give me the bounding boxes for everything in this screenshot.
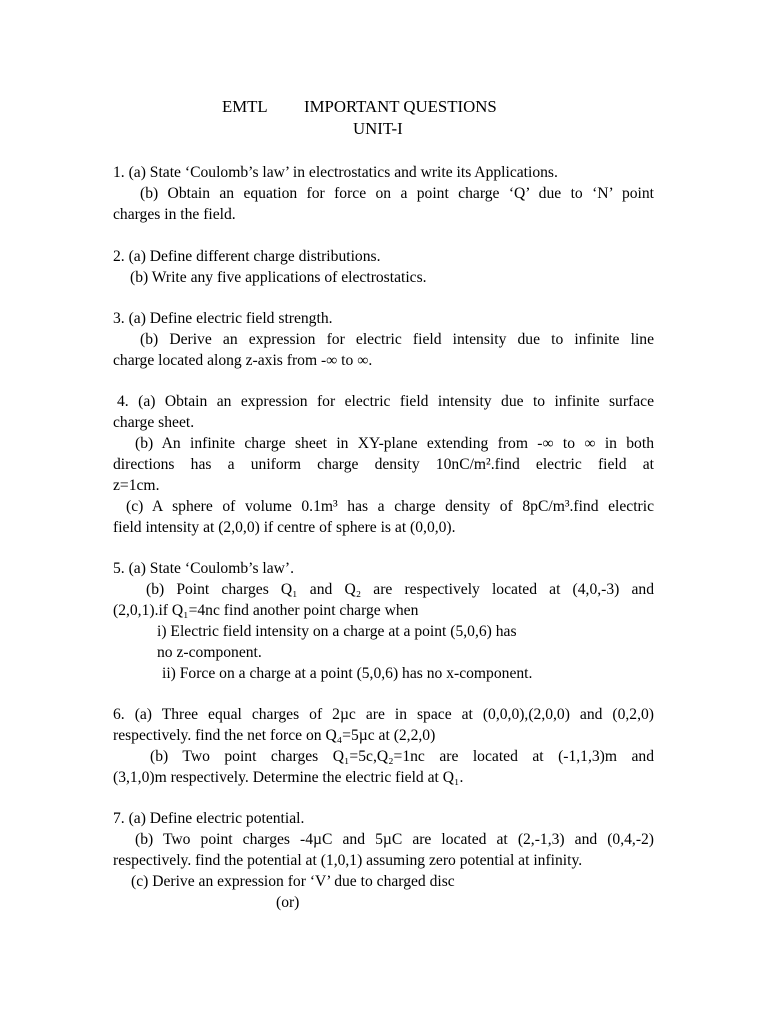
text-line: (b) Two point charges Q₁=5c,Q₂=1nc are located at (-1,1,3)m and bbox=[150, 748, 654, 765]
text-line: (c) A sphere of volume 0.1m³ has a charge density of 8pC/m³.find electric bbox=[126, 498, 654, 515]
text-line: (b) Two point charges -4µC and 5µC are located at (2,-1,3) and (0,4,-2) bbox=[135, 831, 654, 848]
text-line: (b) Derive an expression for electric field intensity due to infinite line bbox=[140, 331, 654, 348]
text-line: charges in the field. bbox=[113, 206, 236, 223]
text-line: no z-component. bbox=[157, 644, 262, 661]
text-line: (b) Write any five applications of electrostatics. bbox=[130, 269, 427, 286]
text-line: (b) Obtain an equation for force on a point charge ‘Q’ due to ‘N’ point bbox=[140, 185, 654, 202]
text-line: (or) bbox=[276, 894, 300, 911]
text-line: 7. (a) Define electric potential. bbox=[113, 810, 305, 827]
text-line: charge located along z-axis from -∞ to ∞. bbox=[113, 352, 373, 369]
text-line: 2. (a) Define different charge distributions. bbox=[113, 248, 381, 265]
unit-heading: UNIT-I bbox=[353, 119, 403, 138]
text-line: directions has a uniform charge density 10nC/m².find electric field at bbox=[113, 456, 654, 473]
text-line: field intensity at (2,0,0) if centre of sphere is at (0,0,0). bbox=[113, 519, 456, 536]
text-line: ii) Force on a charge at a point (5,0,6) has no x-component. bbox=[162, 665, 533, 682]
subject-code: EMTL bbox=[222, 97, 268, 116]
text-line: (b) Point charges Q₁ and Q₂ are respectively located at (4,0,-3) and bbox=[146, 581, 654, 598]
text-line: (c) Derive an expression for ‘V’ due to charged disc bbox=[131, 873, 455, 890]
document-title: IMPORTANT QUESTIONS bbox=[304, 97, 497, 116]
text-line: respectively. find the potential at (1,0,1) assuming zero potential at infinity. bbox=[113, 852, 583, 869]
text-line: (2,0,1).if Q₁=4nc find another point charge when bbox=[113, 602, 419, 619]
text-line: 5. (a) State ‘Coulomb’s law’. bbox=[113, 560, 295, 577]
text-line: (3,1,0)m respectively. Determine the electric field at Q₁. bbox=[113, 769, 464, 786]
text-line: 1. (a) State ‘Coulomb’s law’ in electrostatics and write its Applications. bbox=[113, 164, 558, 181]
text-line: 4. (a) Obtain an expression for electric field intensity due to infinite surface bbox=[117, 393, 654, 410]
text-line: respectively. find the net force on Q₄=5µc at (2,2,0) bbox=[113, 727, 436, 744]
text-line: i) Electric field intensity on a charge at a point (5,0,6) has bbox=[157, 623, 517, 640]
text-line: 3. (a) Define electric field strength. bbox=[113, 310, 333, 327]
text-line: (b) An infinite charge sheet in XY-plane extending from -∞ to ∞ in both bbox=[135, 435, 654, 452]
text-line: 6. (a) Three equal charges of 2µc are in space at (0,0,0),(2,0,0) and (0,2,0) bbox=[113, 706, 654, 723]
text-line: charge sheet. bbox=[113, 414, 195, 431]
text-line: z=1cm. bbox=[113, 477, 160, 494]
